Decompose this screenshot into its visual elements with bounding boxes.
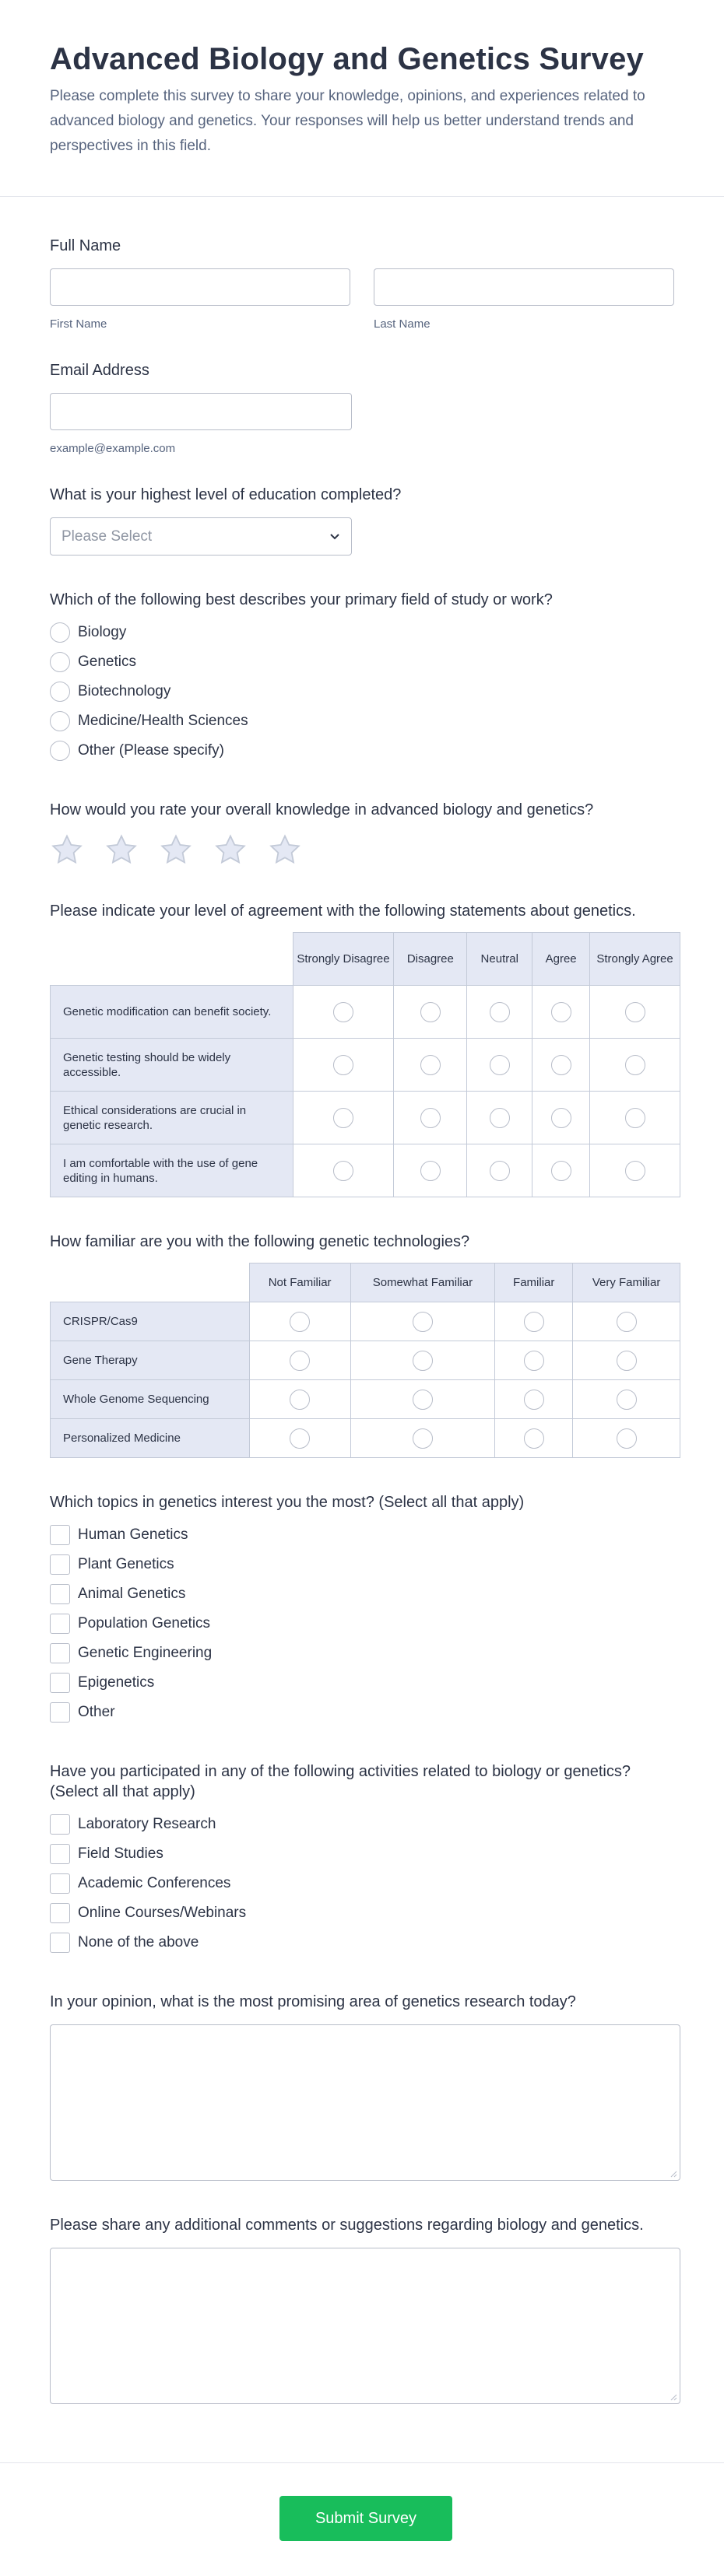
- checkbox[interactable]: [50, 1614, 70, 1634]
- field-options: [50, 618, 674, 766]
- field-option[interactable]: Biology: [50, 618, 674, 647]
- agreement-question: [50, 901, 674, 1197]
- checkbox[interactable]: [50, 1643, 70, 1663]
- agreement-matrix: [50, 932, 680, 1197]
- field-label: Which of the following best describes your primary field of study or work?: [50, 591, 553, 608]
- topic-option[interactable]: Population Genetics: [50, 1609, 674, 1638]
- matrix-radio[interactable]: [551, 1002, 571, 1022]
- email-question: [50, 360, 674, 455]
- education-placeholder: Please Select: [62, 527, 153, 545]
- topic-option[interactable]: Human Genetics: [50, 1520, 674, 1550]
- matrix-row-label: I am comfortable with the use of gene editing in humans.: [51, 1144, 293, 1197]
- star-icon[interactable]: [268, 832, 302, 867]
- matrix-row-label: Personalized Medicine: [51, 1419, 250, 1458]
- matrix-column-header: Neutral: [467, 933, 532, 986]
- matrix-column-header: Very Familiar: [573, 1263, 680, 1302]
- matrix-radio[interactable]: [625, 1055, 645, 1075]
- activity-option[interactable]: Field Studies: [50, 1839, 674, 1869]
- field-option[interactable]: Other (Please specify): [50, 736, 674, 766]
- checkbox[interactable]: [50, 1673, 70, 1693]
- education-label: What is your highest level of education completed?: [50, 486, 402, 503]
- topic-option[interactable]: Genetic Engineering: [50, 1638, 674, 1668]
- matrix-radio[interactable]: [617, 1428, 637, 1449]
- topic-option[interactable]: Other: [50, 1698, 674, 1727]
- comments-label: Please share any additional comments or suggestions regarding biology and genetics.: [50, 2217, 644, 2234]
- matrix-column-header: Not Familiar: [249, 1263, 350, 1302]
- star-icon[interactable]: [213, 832, 248, 867]
- field-option[interactable]: Medicine/Health Sciences: [50, 706, 674, 736]
- matrix-radio[interactable]: [490, 1161, 510, 1181]
- matrix-radio[interactable]: [551, 1108, 571, 1128]
- matrix-row: [51, 1419, 680, 1458]
- last-name-sublabel: Last Name: [374, 317, 431, 331]
- matrix-radio[interactable]: [290, 1428, 310, 1449]
- matrix-radio[interactable]: [551, 1055, 571, 1075]
- star-icon[interactable]: [50, 832, 84, 867]
- email-input[interactable]: [50, 393, 352, 430]
- star-rating: [50, 832, 674, 867]
- matrix-radio[interactable]: [290, 1390, 310, 1410]
- matrix-radio[interactable]: [625, 1002, 645, 1022]
- promising-label: In your opinion, what is the most promising area of genetics research today?: [50, 1993, 576, 2010]
- activities-question: [50, 1761, 674, 1957]
- checkbox[interactable]: [50, 1903, 70, 1923]
- form-footer: [0, 2462, 724, 2576]
- matrix-radio[interactable]: [524, 1351, 544, 1371]
- agreement-label: Please indicate your level of agreement with the following statements about genetics.: [50, 902, 636, 920]
- full-name-label: Full Name: [50, 237, 121, 254]
- field-question: [50, 590, 674, 766]
- checkbox[interactable]: [50, 1844, 70, 1864]
- last-name-input[interactable]: [374, 268, 674, 306]
- matrix-radio[interactable]: [524, 1390, 544, 1410]
- matrix-radio[interactable]: [413, 1351, 433, 1371]
- matrix-column-header: Strongly Disagree: [293, 933, 394, 986]
- matrix-column-header: Disagree: [394, 933, 467, 986]
- matrix-row: [51, 1380, 680, 1419]
- page-title: Advanced Biology and Genetics Survey: [50, 42, 644, 76]
- rating-label: How would you rate your overall knowledge in advanced biology and genetics?: [50, 801, 594, 818]
- email-sublabel: example@example.com: [50, 442, 176, 455]
- promising-question: [50, 1992, 674, 2181]
- matrix-radio[interactable]: [413, 1390, 433, 1410]
- matrix-radio[interactable]: [333, 1055, 353, 1075]
- submit-button[interactable]: Submit Survey: [279, 2496, 452, 2541]
- topic-option[interactable]: Epigenetics: [50, 1668, 674, 1698]
- comments-question: [50, 2215, 674, 2404]
- education-question: [50, 485, 674, 556]
- matrix-row: [51, 986, 680, 1039]
- matrix-radio[interactable]: [625, 1108, 645, 1128]
- first-name-sublabel: First Name: [50, 317, 107, 331]
- checkbox[interactable]: [50, 1933, 70, 1953]
- matrix-row: [51, 1302, 680, 1341]
- familiarity-matrix: [50, 1263, 680, 1458]
- matrix-row-label: Gene Therapy: [51, 1341, 250, 1380]
- matrix-row-label: Whole Genome Sequencing: [51, 1380, 250, 1419]
- matrix-radio[interactable]: [413, 1428, 433, 1449]
- checkbox[interactable]: [50, 1702, 70, 1723]
- topics-label: Which topics in genetics interest you the most? (Select all that apply): [50, 1494, 525, 1511]
- education-select[interactable]: [50, 517, 352, 556]
- matrix-row: [51, 1039, 680, 1092]
- matrix-radio[interactable]: [420, 1002, 441, 1022]
- matrix-row-label: CRISPR/Cas9: [51, 1302, 250, 1341]
- checkbox[interactable]: [50, 1525, 70, 1545]
- matrix-radio[interactable]: [524, 1428, 544, 1449]
- star-icon[interactable]: [159, 832, 193, 867]
- survey-form: [0, 236, 724, 2404]
- radio-button[interactable]: [50, 682, 70, 702]
- activities-label: Have you participated in any of the following activities related to biology or genetics? (Select all that apply): [50, 1763, 631, 1800]
- checkbox[interactable]: [50, 1554, 70, 1575]
- radio-button[interactable]: [50, 652, 70, 672]
- matrix-radio[interactable]: [625, 1161, 645, 1181]
- first-name-input[interactable]: [50, 268, 350, 306]
- topics-question: [50, 1492, 674, 1727]
- matrix-radio[interactable]: [413, 1312, 433, 1332]
- matrix-radio[interactable]: [290, 1351, 310, 1371]
- matrix-column-header: Somewhat Familiar: [350, 1263, 495, 1302]
- full-name-question: [50, 236, 674, 331]
- matrix-row: [51, 1144, 680, 1197]
- matrix-radio[interactable]: [420, 1108, 441, 1128]
- matrix-radio[interactable]: [617, 1390, 637, 1410]
- matrix-radio[interactable]: [617, 1351, 637, 1371]
- promising-textarea[interactable]: [50, 2024, 680, 2181]
- radio-button[interactable]: [50, 622, 70, 643]
- field-option[interactable]: Biotechnology: [50, 677, 674, 706]
- matrix-radio[interactable]: [490, 1002, 510, 1022]
- matrix-row-label: Ethical considerations are crucial in genetic research.: [51, 1092, 293, 1144]
- email-label: Email Address: [50, 362, 149, 379]
- matrix-radio[interactable]: [333, 1161, 353, 1181]
- familiarity-question: [50, 1232, 674, 1458]
- activity-option[interactable]: Academic Conferences: [50, 1869, 674, 1898]
- matrix-radio[interactable]: [420, 1055, 441, 1075]
- chevron-down-icon: [329, 533, 340, 541]
- resize-handle-icon[interactable]: [670, 2393, 677, 2401]
- activity-option[interactable]: Laboratory Research: [50, 1810, 674, 1839]
- matrix-row: [51, 1092, 680, 1144]
- activity-option[interactable]: None of the above: [50, 1928, 674, 1957]
- topic-option[interactable]: Plant Genetics: [50, 1550, 674, 1579]
- topic-option[interactable]: Animal Genetics: [50, 1579, 674, 1609]
- activity-option[interactable]: Online Courses/Webinars: [50, 1898, 674, 1928]
- matrix-radio[interactable]: [333, 1002, 353, 1022]
- matrix-row: [51, 1341, 680, 1380]
- radio-button[interactable]: [50, 711, 70, 731]
- checkbox[interactable]: [50, 1873, 70, 1894]
- matrix-column-header: Strongly Agree: [590, 933, 680, 986]
- rating-question: [50, 800, 674, 867]
- matrix-radio[interactable]: [420, 1161, 441, 1181]
- matrix-column-header: Familiar: [495, 1263, 573, 1302]
- matrix-radio[interactable]: [490, 1108, 510, 1128]
- matrix-radio[interactable]: [290, 1312, 310, 1332]
- matrix-row-label: Genetic modification can benefit society.: [51, 986, 293, 1039]
- familiarity-label: How familiar are you with the following genetic technologies?: [50, 1233, 470, 1250]
- matrix-radio[interactable]: [617, 1312, 637, 1332]
- radio-button[interactable]: [50, 741, 70, 761]
- resize-handle-icon[interactable]: [670, 2170, 677, 2178]
- matrix-row-label: Genetic testing should be widely accessible.: [51, 1039, 293, 1092]
- comments-textarea[interactable]: [50, 2248, 680, 2404]
- star-icon[interactable]: [104, 832, 139, 867]
- field-option[interactable]: Genetics: [50, 647, 674, 677]
- page-description: Please complete this survey to share your knowledge, opinions, and experiences related to advanced biology and genetics. Your responses will help us better understand trends and perspectives in this field.: [50, 88, 645, 154]
- matrix-column-header: Agree: [532, 933, 590, 986]
- checkbox[interactable]: [50, 1814, 70, 1835]
- form-header: [0, 0, 724, 197]
- matrix-radio[interactable]: [333, 1108, 353, 1128]
- matrix-radio[interactable]: [551, 1161, 571, 1181]
- matrix-radio[interactable]: [490, 1055, 510, 1075]
- matrix-radio[interactable]: [524, 1312, 544, 1332]
- checkbox[interactable]: [50, 1584, 70, 1604]
